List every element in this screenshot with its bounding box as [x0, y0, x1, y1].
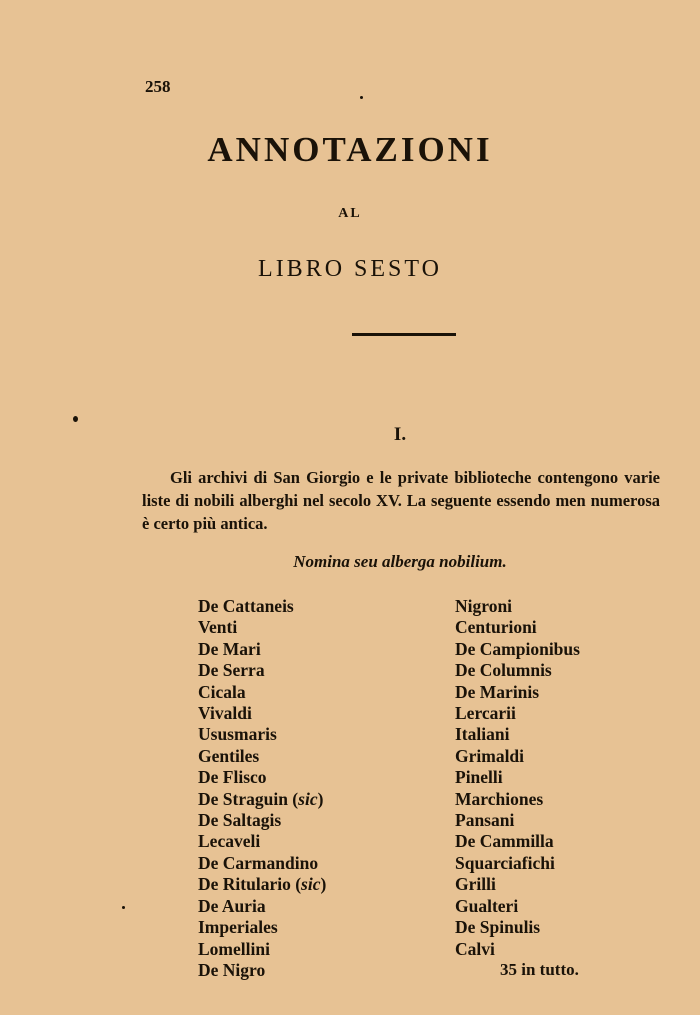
name-entry: Marchiones: [455, 788, 544, 809]
name-entry: De Flisco: [198, 767, 267, 788]
body-paragraph: [142, 466, 660, 535]
name-entry: De Spinulis: [455, 917, 541, 938]
list-title: Nomina seu alberga nobilium.: [293, 552, 507, 571]
name-entry: Grimaldi: [455, 745, 525, 766]
names-right-column: [455, 596, 580, 960]
page-number: 258: [145, 77, 171, 96]
name-entry: De Serra: [198, 660, 265, 681]
name-entry: De Columnis: [455, 660, 552, 681]
name-entry: Gualteri: [455, 895, 519, 916]
name-entry: De Straguin (sic): [198, 788, 324, 809]
title-rule: [352, 333, 456, 336]
name-entry: De Campionibus: [455, 638, 580, 659]
name-entry: Pinelli: [455, 767, 503, 788]
name-entry: Lomellini: [198, 938, 270, 959]
name-entry: Nigroni: [455, 596, 513, 616]
name-entry: De Mari: [198, 638, 261, 659]
name-entry: De Cattaneis: [198, 596, 294, 616]
title-connector: AL: [338, 206, 362, 221]
page-title: ANNOTAZIONI: [207, 130, 493, 169]
name-entry: De Auria: [198, 895, 266, 916]
name-entry: Centurioni: [455, 617, 537, 638]
name-entry: Imperiales: [198, 917, 278, 938]
name-entry: Cicala: [198, 681, 246, 702]
name-entry: Squarciafichi: [455, 852, 555, 873]
name-entry: Pansani: [455, 810, 515, 831]
name-entry: De Carmandino: [198, 852, 319, 873]
name-entry: De Marinis: [455, 681, 540, 702]
name-entry: Calvi: [455, 938, 495, 959]
name-entry: Italiani: [455, 724, 510, 745]
name-entry: Venti: [198, 617, 238, 638]
name-entry: De Saltagis: [198, 810, 282, 831]
name-entry: De Ritulario (sic): [198, 874, 327, 895]
paragraph-text: Gli archivi di San Giorgio e le private biblioteche contengono varie liste di nobili alberghi nel secolo XV. La seguente essendo men numerosa è certo più antica.: [142, 468, 660, 533]
name-entry: Grilli: [455, 874, 496, 895]
page-subtitle: LIBRO SESTO: [258, 256, 442, 282]
name-entry: Lercarii: [455, 703, 516, 724]
print-speck: [73, 416, 78, 422]
name-entry: Gentiles: [198, 745, 260, 766]
name-entry: De Cammilla: [455, 831, 554, 852]
list-total: 35 in tutto.: [500, 960, 579, 979]
name-entry: Lecaveli: [198, 831, 261, 852]
name-entry: Ususmaris: [198, 724, 277, 745]
name-entry: Vivaldi: [198, 703, 252, 724]
names-left-column: [198, 596, 326, 981]
section-number: I.: [393, 424, 407, 445]
print-speck: [360, 96, 363, 99]
name-entry: De Nigro: [198, 959, 266, 980]
print-speck: [122, 906, 125, 909]
